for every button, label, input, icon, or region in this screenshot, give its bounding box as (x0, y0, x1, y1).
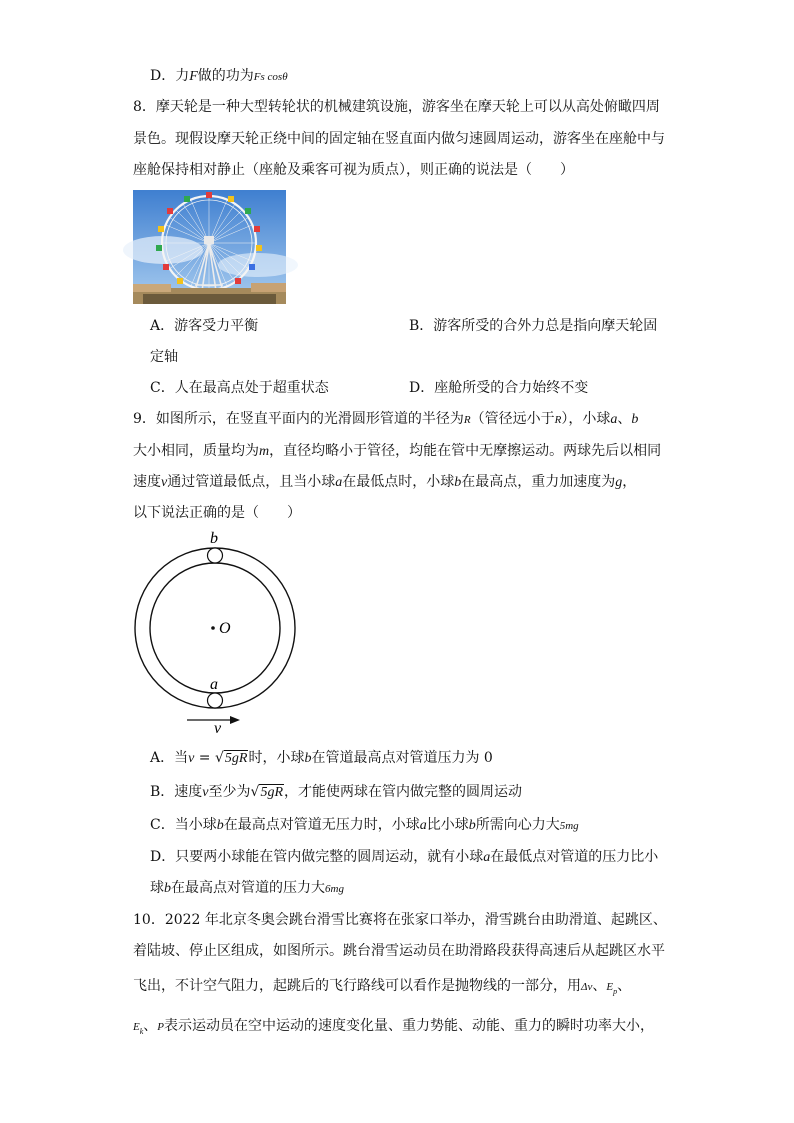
label-O: O (219, 620, 231, 637)
label-a: a (210, 676, 218, 693)
q9-b-text: B．速度 (150, 784, 203, 800)
q9-l3-text2: 通过管道最低点，且当小球 (167, 474, 336, 490)
sqrt-symbol: √5gR (250, 784, 283, 800)
center-point (211, 626, 215, 630)
q10-l4-E: E (133, 1021, 140, 1033)
q9-l1-R: R (463, 414, 471, 426)
q9-a-b: b (304, 751, 312, 766)
q7-d-F: F (189, 69, 198, 84)
q8-line-3: 座舱保持相对静止（座舱及乘客可视为质点），则正确的说法是（ ） (133, 162, 574, 178)
q9-l1-a: a (610, 412, 618, 427)
q7-d-expr: Fs cosθ (253, 71, 288, 83)
q9-l2-text: 大小相同，质量均为 (133, 443, 259, 459)
velocity-arrowhead (230, 716, 240, 724)
q9-l2-text2: ，直径均略小于管径，均能在管中无摩擦运动。两球先后以相同 (269, 443, 662, 459)
q9-l3-b: b (454, 475, 462, 490)
q9-line-3 (133, 472, 636, 493)
q9-l3-text4: 在最高点，重力加速度为 (461, 474, 616, 490)
q8-option-a: A．游客受力平衡 (150, 318, 259, 334)
ball-a (208, 693, 223, 708)
q8-option-d: D．座舱所受的合力始终不变 (409, 380, 589, 396)
q9-l3-a: a (335, 475, 343, 490)
q10-l4-sep: 、 (143, 1018, 158, 1034)
q10-l3-Esub: p (613, 986, 618, 996)
q10-l3-sep2: 、 (617, 978, 632, 994)
q9-d-text2: 在最低点对管道的压力比小 (490, 849, 659, 865)
q9-option-a (150, 748, 493, 769)
q9-c-text3: 比小球 (426, 817, 469, 833)
q9-line-1 (133, 409, 638, 430)
q9-a-sqrt: 5gR (224, 751, 248, 766)
q10-line-1: 10．2022 年北京冬奥会跳台滑雪比赛将在张家口举办，滑雪跳台由助滑道、起跳区、 (133, 912, 667, 928)
q10-l3-sep1: 、 (592, 978, 607, 994)
q8-line-1: 8．摩天轮是一种大型转轮状的机械建筑设施，游客坐在摩天轮上可以从高处俯瞰四周 (133, 99, 660, 115)
q9-l1-text2: （管径远小于 (470, 411, 555, 427)
q9-l3-text: 速度 (133, 474, 161, 490)
q9-l1-text3: ），小球 (561, 411, 611, 427)
q9-b-sqrt: 5gR (260, 785, 283, 800)
q9-c-5mg: 5mg (559, 820, 579, 832)
q8-line-2: 景色。现假设摩天轮正绕中间的固定轴在竖直面内做匀速圆周运动，游客坐在座舱中与 (133, 131, 665, 147)
q9-c-text2: 在最高点对管道无压力时，小球 (223, 817, 420, 833)
q9-d2-6mg: 6mg (325, 883, 344, 895)
q9-line-4: 以下说法正确的是（ ） (133, 505, 301, 521)
q10-l3-E: E (606, 981, 614, 993)
q9-option-c (150, 815, 579, 836)
q9-l3-g: g (615, 475, 623, 490)
q9-option-d-cont (150, 878, 344, 899)
q9-a-v: v (188, 751, 195, 766)
q9-l3-text3: 在最低点时，小球 (342, 474, 455, 490)
q8-option-c: C．人在最高点处于超重状态 (150, 380, 329, 396)
label-v: v (214, 720, 222, 737)
q9-c-text: C．当小球 (150, 817, 217, 833)
q9-l1-b: b (631, 412, 639, 427)
q7-d-text: D．力 (150, 68, 190, 84)
q9-c-a: a (419, 818, 427, 833)
q9-l1-text: 9．如图所示，在竖直平面内的光滑圆形管道的半径为 (133, 411, 464, 427)
q8-option-b: B．游客所受的合外力总是指向摩天轮固 (409, 318, 658, 334)
q9-c-b: b (216, 818, 224, 833)
q10-l4-text: 表示运动员在空中运动的速度变化量、重力势能、动能、重力的瞬时功率大小， (164, 1018, 655, 1034)
label-b: b (210, 530, 218, 547)
q9-option-d (150, 847, 658, 868)
q9-d2-text: 球 (150, 880, 164, 896)
q10-l4-Esub: k (139, 1026, 144, 1036)
ball-b (208, 548, 223, 563)
tube-inner-circle (150, 563, 280, 693)
q9-line-2 (133, 441, 661, 462)
q9-l3-text5: ， (622, 474, 637, 490)
q10-l4-P: P (157, 1021, 165, 1033)
ferris-wheel-photo (133, 190, 286, 304)
q7-option-d (150, 66, 288, 87)
q9-d-text: D．只要两小球能在管内做完整的圆周运动，就有小球 (150, 849, 484, 865)
q9-d2-text2: 在最高点对管道的压力大 (171, 880, 325, 896)
q9-c-b2: b (468, 818, 476, 833)
q9-l2-m: m (259, 444, 270, 459)
wheel-hub (204, 236, 214, 244)
q9-d-a: a (483, 850, 491, 865)
q9-a-text3: 在管道最高点对管道压力为 0 (311, 750, 493, 766)
q9-b-text2: 至少为 (208, 784, 251, 800)
q9-a-text2: 时，小球 (248, 750, 305, 766)
q9-b-text3: ，才能使两球在管内做完整的圆周运动 (284, 784, 522, 800)
q9-l1-R2: R (554, 414, 562, 426)
q10-line-2: 着陆坡、停止区组成，如图所示。跳台滑雪运动员在助滑路段获得高速后从起跳区水平 (133, 943, 665, 959)
q9-d2-b: b (164, 881, 171, 896)
q10-line-4 (133, 1016, 654, 1042)
q7-d-text2: 做的功为 (197, 68, 254, 84)
q10-l3-text: 飞出，不计空气阻力，起跳后的飞行路线可以看作是抛物线的一部分，用 (133, 978, 581, 994)
q9-option-b (150, 782, 522, 803)
q10-line-3 (133, 976, 631, 1002)
q9-a-eq: = (194, 750, 215, 766)
q9-l3-v: v (161, 475, 168, 490)
circular-tube-figure (130, 526, 300, 737)
q9-a-text: A．当 (150, 750, 189, 766)
q8-option-b-cont: 定轴 (150, 349, 178, 365)
sqrt-symbol: √5gR (214, 750, 248, 766)
q9-b-v: v (202, 785, 209, 800)
q10-l3-dv: Δv (581, 981, 593, 993)
q9-l1-sep: 、 (617, 411, 632, 427)
q9-c-text4: 所需向心力大 (475, 817, 560, 833)
